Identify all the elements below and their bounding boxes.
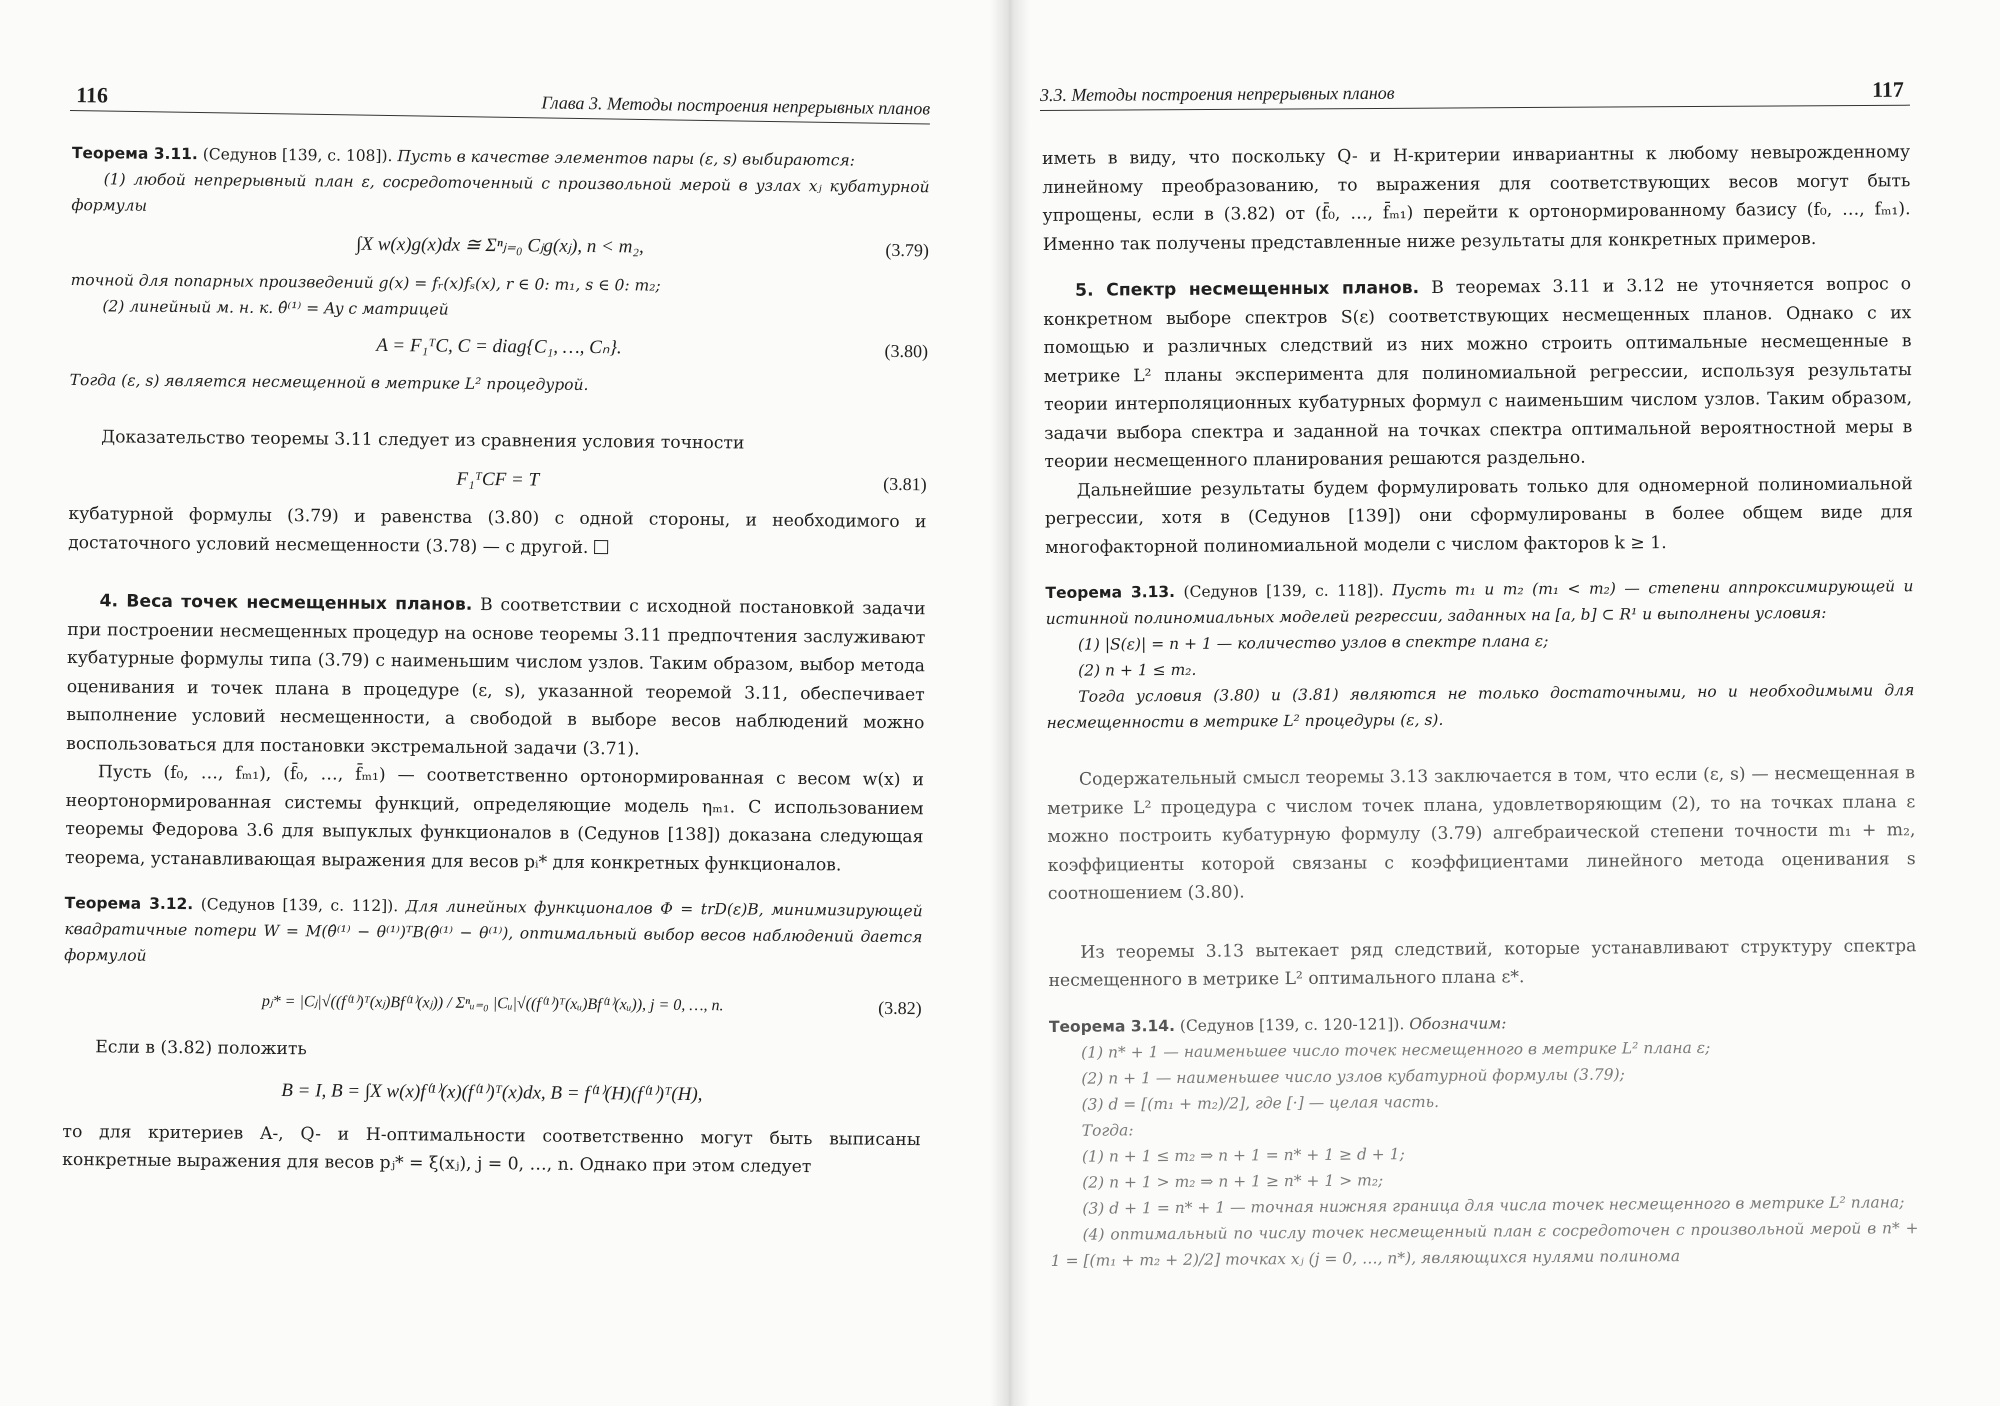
right-page-body: [1042, 138, 1919, 1273]
eq-number-3-81: (3.81): [883, 473, 927, 494]
theorem-3-14-item-3: (3) d = [(m₁ + m₂)/2], где [·] — целая часть.: [1081, 1092, 1440, 1114]
theorem-3-14-consequence-3: (3) d + 1 = n* + 1 — точная нижняя граница для числа точек несмещенного в метрике L² плана;: [1082, 1192, 1905, 1218]
theorem-3-11-title: Теорема 3.11.: [71, 143, 198, 164]
theorem-3-14-item-1: (1) n* + 1 — наименьшее число точек несмещенного в метрике L² плана ε;: [1081, 1038, 1711, 1062]
theorem-3-14-consequence-4: (4) оптимальный по числу точек несмещенный план ε сосредоточен с произвольной мерой в n* + 1 = [(m₁ + m₂ + 2)/2] точках xⱼ (j = 0, …, n*), являющихся нулями полинома: [1050, 1218, 1919, 1270]
theorem-3-13-cite: (Седунов [139, с. 118]).: [1183, 581, 1384, 601]
formula-3-80-body: A = F₁ᵀC, C = diag{C₁, …, Cₙ}.: [376, 334, 622, 358]
theorem-3-14-cite: (Седунов [139, с. 120-121]).: [1179, 1014, 1405, 1035]
formula-b-choices: [63, 1075, 921, 1112]
eq-number-3-80: (3.80): [884, 340, 929, 361]
proof-text: Доказательство теоремы 3.11 следует из сравнения условия точности: [101, 427, 745, 454]
section-4-text-1: В соответствии с исходной постановкой задачи при построении несмещенных процедур на основе теоремы 3.11 предпочтения заслуживают кубатурные формулы типа (3.79) с наименьшим числом узлов. Таким образом, выбор метода оценивания и точек плана в процедуре (ε, s), указанной теоремой 3.11, обеспечивает выполнение условий несмещенности, а свободой в выборе весов наблюдений можно воспользоваться для постановки экстремальной задачи (3.71).: [66, 594, 926, 759]
theorem-3-13-meaning: Содержательный смысл теоремы 3.13 заключается в том, что если (ε, s) — несмещенная в метрике L² процедура с числом точек плана, удовлетворяющим (2), то на точках плана ε можно построить кубатурную формулу (3.79) алгебраической степени точности m₁ + m₂, коэффициенты которой связаны с коэффициентами линейного метода оценивания s соотношением (3.80).: [1047, 763, 1916, 904]
left-header-title: Глава 3. Методы построения непрерывных планов: [541, 92, 931, 119]
section-5-paragraph-2: Дальнейшие результаты будем формулировать только для одномерной полиномиальной регрессии, хотя в (Седунов [139]) они сформулированы в более общем виде для многофакторной полиномиальной модели с числом факторов k ≥ 1.: [1044, 473, 1913, 558]
theorem-3-14-then: Тогда:: [1081, 1120, 1134, 1140]
qed-square-icon: [594, 540, 608, 554]
section-4-paragraph-2: Пусть (f₀, …, fₘ₁), (f̄₀, …, f̄ₘ₁) — соответственно ортонормированная с весом w(x) и неортонормированная системы функций, определяющие модель ηₘ₁. С использованием теоремы Федорова 3.6 для выпуклых функционалов в (Седунов [138]) доказана следующая теорема, устанавливающая выражения для весов pᵢ* для конкретных функционалов.: [65, 762, 924, 875]
proof-end: [68, 500, 927, 565]
section-4-title: 4. Веса точек несмещенных планов.: [99, 591, 473, 615]
theorem-3-14-title: Теорема 3.14.: [1048, 1016, 1175, 1036]
left-page-body: [62, 140, 930, 1183]
formula-b-choices-body: B = I, B = ∫X w(x)f⁽¹⁾(x)(f⁽¹⁾)ᵀ(x)dx, B = f⁽¹⁾(H)(f⁽¹⁾)ᵀ(H),: [281, 1080, 703, 1106]
theorem-3-13-item-2: (2) n + 1 ≤ m₂.: [1078, 660, 1197, 680]
theorem-3-13-conclusion: Тогда условия (3.80) и (3.81) являются не только достаточными, но и необходимыми для несмещенности в метрике L² процедуры (ε, s).: [1046, 681, 1915, 732]
continued-paragraph: иметь в виду, что поскольку Q- и H-критерии инвариантны к любому невырожденному линейному преобразованию, то выражения для соответствующих весов могут быть упрощены, если в (3.82) от (f̄₀, …, f̄ₘ₁) перейти к ортонормированному базису (f₀, …, fₘ₁). Именно так получены представленные ниже результаты для конкретных примеров.: [1042, 142, 1911, 255]
right-header-title: 3.3. Методы построения непрерывных планов: [1039, 82, 1395, 106]
formula-3-79-body: ∫X w(x)g(x)dx ≅ Σⁿⱼ₌₀ Cⱼg(xⱼ), n < m₂,: [356, 233, 644, 258]
eq-number-3-82: (3.82): [878, 997, 922, 1019]
theorem-3-11-item-2: (2) линейный м. н. к. θ̂⁽¹⁾ = Ay с матрицей: [102, 296, 449, 319]
theorem-3-11-conclusion: Тогда (ε, s) является несмещенной в метрике L² процедурой.: [69, 370, 589, 394]
theorem-3-12: [64, 890, 923, 976]
formula-3-81-body: F₁ᵀCF = T: [456, 468, 540, 490]
right-page: [1000, 0, 2000, 1406]
theorem-3-14-item-2: (2) n + 1 — наименьшее число узлов кубатурной формулы (3.79);: [1081, 1064, 1625, 1088]
theorem-3-11-text-2: точной для попарных произведений g(x) = fᵣ(x)fₛ(x), r ∈ 0: m₁, s ∈ 0: m₂;: [70, 270, 661, 295]
formula-3-81: [69, 461, 927, 498]
theorem-3-11-cite: (Седунов [139, с. 108]).: [202, 145, 393, 166]
theorem-3-14-consequence-1: (1) n + 1 ≤ m₂ ⇒ n + 1 = n* + 1 ≥ d + 1;: [1081, 1144, 1405, 1166]
section-5-paragraph-1: [1043, 270, 1913, 476]
theorem-3-12-title: Теорема 3.12.: [64, 893, 194, 914]
formula-3-82: [64, 986, 922, 1023]
if-text: Если в (3.82) положить: [95, 1036, 307, 1059]
theorem-3-13-title: Теорема 3.13.: [1045, 582, 1176, 602]
formula-3-79: [71, 228, 929, 265]
section-5-title: 5. Спектр несмещенных планов.: [1075, 278, 1420, 301]
right-page-number: 117: [1872, 76, 1904, 102]
final-paragraph: то для критериев A-, Q- и H-оптимальности соответственно могут быть выписаны конкретные выражения для весов pⱼ* = ξ(xⱼ), j = 0, …, n. Однако при этом следует: [62, 1121, 921, 1178]
theorem-3-13: [1045, 573, 1913, 632]
left-running-header: [70, 72, 931, 125]
theorem-3-12-cite: (Седунов [139, с. 112]).: [200, 895, 399, 916]
theorem-3-12-text: Для линейных функционалов Φ = trD(ε)B, минимизирующей квадратичные потери W = M(θ̂⁽¹⁾ − θ⁽¹⁾)ᵀB(θ̂⁽¹⁾ − θ⁽¹⁾), оптимальный выбор весов наблюдений дается формулой: [64, 897, 923, 965]
theorem-3-13-text: Пусть m₁ и m₂ (m₁ < m₂) — степени аппроксимирующей и истинной полиномиальных моделей регрессии, заданных на [a, b] ⊂ R¹ и выполнены условия:: [1045, 577, 1914, 628]
section-5-text-1: В теоремах 3.11 и 3.12 не уточняется вопрос о конкретном выборе спектров S(ε) соответствующих несмещенных планов. Однако с их помощью и различных следствий из них можно строить оптимальные несмещенные в метрике L² планы эксперимента для полиномиальной регрессии, используя результаты теории интерполяционных кубатурных формул с наименьшим числом узлов. Таким образом, задачи выбора спектра и заданной на точках спектра оптимальной вероятностной меры в теории несмещенного планирования решаются раздельно.: [1043, 274, 1913, 472]
theorem-3-14-consequence-2: (2) n + 1 > m₂ ⇒ n + 1 ≥ n* + 1 > m₂;: [1082, 1170, 1384, 1192]
proof-end-text: кубатурной формулы (3.79) и равенства (3.80) с одной стороны, и необходимого и достаточного условий несмещенности (3.78) — с другой.: [68, 503, 927, 558]
section-4-paragraph-1: [66, 587, 926, 766]
formula-3-80: [70, 328, 928, 365]
right-running-header: [1040, 67, 1910, 111]
theorem-3-14-text: Обозначим:: [1409, 1013, 1507, 1033]
theorem-3-11-text: Пусть в качестве элементов пары (ε, s) выбираются:: [397, 147, 856, 170]
formula-3-82-body: pⱼ* = |Cⱼ|√((f⁽¹⁾)ᵀ(xⱼ)Bf⁽¹⁾(xⱼ)) / Σⁿᵤ₌₀ |Cᵤ|√((f⁽¹⁾)ᵀ(xᵤ)Bf⁽¹⁾(xᵤ)), j = 0, …, n.: [261, 992, 724, 1015]
eq-number-3-79: (3.79): [885, 239, 930, 261]
theorem-3-13-item-1: (1) |S(ε)| = n + 1 — количество узлов в спектре плана ε;: [1077, 632, 1549, 654]
theorem-3-11-item-1: (1) любой непрерывный план ε, сосредоточенный с произвольной мерой в узлах xⱼ кубатурной формулы: [71, 170, 930, 215]
left-page-number: 116: [76, 82, 109, 108]
consequences-paragraph: Из теоремы 3.13 вытекает ряд следствий, которые устанавливают структуру спектра несмещенного в метрике L² оптимального плана ε*.: [1048, 935, 1917, 991]
